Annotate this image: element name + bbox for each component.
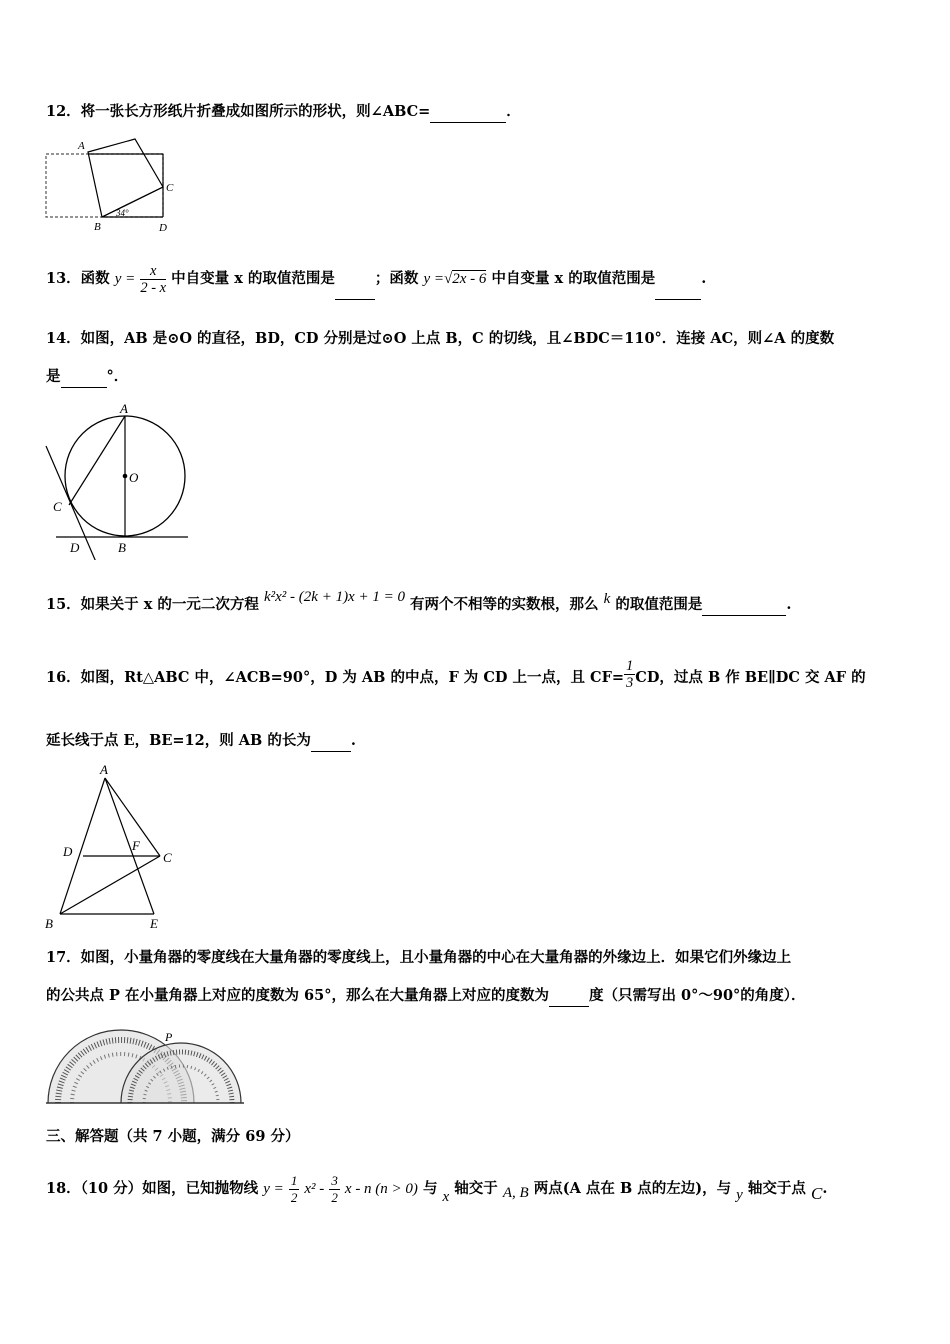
q16-label-a: A: [100, 762, 108, 777]
q16-line2: [46, 731, 356, 752]
q15-blank: [702, 595, 786, 616]
q17-label-p: P: [165, 1030, 173, 1044]
q18-mid4: 轴交于点: [747, 1180, 806, 1197]
q18-ab: A, B: [502, 1185, 529, 1201]
q14-line1: 14．如图，AB 是⊙O 的直径，BD，CD 分别是过⊙O 上点 B，C 的切线，且∠BDC＝110°．连接 AC，则∠A 的度数: [46, 330, 835, 347]
q12-end: ．: [506, 103, 521, 120]
q18-fraction2: [329, 1173, 340, 1206]
q16-rest: CD，过点 B 作 BE∥DC 交 AF 的: [635, 669, 866, 686]
q13-f2-y: y =: [423, 271, 445, 287]
q15-text: [46, 589, 792, 616]
q13-end: .: [701, 270, 707, 287]
section-heading: 三、解答题（共 7 小题，满分 69 分）: [46, 1128, 300, 1145]
q12-stem: 12．将一张长方形纸片折叠成如图所示的形状，则∠ABC=: [46, 103, 431, 120]
q17-blank: [549, 986, 589, 1007]
q16-line2-a: 延长线于点 E，BE=12，则 AB 的长为: [46, 732, 311, 749]
q18-end: .: [822, 1180, 828, 1197]
q18-term2: x - n (n > 0): [344, 1181, 418, 1197]
q16-fraction: [624, 658, 635, 691]
q18-c: C: [810, 1184, 823, 1203]
q16-segment-bc: [60, 856, 160, 914]
q12-label-b: B: [94, 221, 101, 233]
q18-prefix: 18．（10 分）如图，已知抛物线: [46, 1180, 259, 1197]
q18-mid3: 两点(A 点在 B 点的左边)，与: [533, 1180, 732, 1197]
q18-n1: 1: [290, 1172, 298, 1188]
q13-fraction: [140, 263, 166, 296]
q16-figure: [40, 760, 185, 932]
q13-mid2: ；函数: [374, 270, 419, 287]
q13-sqrt-icon: √: [444, 271, 453, 287]
q16-label-e: E: [150, 916, 158, 931]
q12-text: [46, 102, 521, 123]
q13-mid3: 中自变量 x 的取值范围是: [491, 270, 656, 287]
q17-line2-a: 的公共点 P 在小量角器上对应的度数为 65°，那么在大量角器上对应的度数为: [46, 987, 549, 1004]
q13-blank1: [335, 259, 375, 300]
q14-line2-a: 是: [46, 368, 61, 385]
q12-label-a: A: [78, 140, 85, 152]
q12-blank: [430, 102, 506, 123]
q15-prefix: 15．如果关于 x 的一元二次方程: [46, 596, 259, 613]
q16-blank: [311, 731, 351, 752]
q14-blank: [61, 367, 107, 388]
q12-label-c: C: [166, 182, 174, 194]
q16-label-d: D: [63, 844, 73, 859]
q18-term1: x² -: [304, 1181, 325, 1197]
q14-chord-ac: [69, 416, 125, 505]
q14-label-o: O: [129, 470, 139, 485]
q18-fraction1: [289, 1173, 300, 1206]
q14-line2-b: °．: [106, 368, 129, 385]
q18-mid2: 轴交于: [454, 1180, 498, 1197]
q18-x: x: [442, 1189, 450, 1205]
q14-label-d: D: [70, 540, 80, 555]
q15-k: k: [603, 591, 611, 607]
q16-label-b: B: [45, 916, 53, 931]
q14-center-point: [123, 474, 128, 479]
q14-label-c: C: [53, 499, 62, 514]
q18-eq-y: y =: [263, 1181, 284, 1197]
q15-equation: k²x² - (2k + 1)x + 1 = 0: [263, 589, 405, 605]
q17-line2-b: 度（只需写出 0°～90°的角度）．: [588, 987, 806, 1004]
q16-prefix: 16．如图，Rt△ABC 中，∠ACB=90°，D 为 AB 的中点，F 为 CD 上一点，且 CF=: [46, 669, 625, 686]
q12-dashed-rect: [46, 154, 163, 217]
q15-mid: 有两个不相等的实数根，那么: [410, 596, 599, 613]
q16-line2-b: .: [350, 732, 356, 749]
q15-mid2: 的取值范围是: [615, 596, 703, 613]
q13-blank2: [655, 259, 701, 300]
q13-f2-radicand: 2x - 6: [452, 271, 487, 287]
q14-figure: [40, 400, 195, 560]
q16-label-c: C: [163, 850, 172, 865]
q18-y: y: [736, 1187, 743, 1203]
q12-label-angle: 34°: [116, 208, 129, 218]
q13-f1-y: y =: [114, 271, 136, 287]
q18-n2: 3: [331, 1172, 338, 1188]
q17-protractor-figure: [44, 1024, 248, 1108]
q14-label-b: B: [118, 540, 126, 555]
q16-label-f: F: [132, 838, 140, 853]
q15-end: .: [786, 596, 792, 613]
q16-num: 1: [626, 657, 634, 674]
q18-d2: 2: [331, 1189, 338, 1205]
q17-line1: 17．如图，小量角器的零度线在大量角器的零度线上，且小量角器的中心在大量角器的外缘边上．如果它们外缘边上: [46, 949, 792, 966]
q13-f1-num: x: [140, 263, 166, 280]
q14-line2: [46, 367, 128, 388]
q18-d1: 2: [290, 1189, 298, 1205]
q18-mid1: 与: [422, 1180, 438, 1197]
q16-line1: [46, 646, 866, 692]
q16-den: 3: [626, 674, 634, 691]
q13-prefix: 13．函数: [46, 270, 110, 287]
q18-text: [46, 1168, 827, 1212]
q16-segment-ae: [105, 778, 154, 914]
q13-text: [46, 259, 706, 299]
q13-mid1: 中自变量 x 的取值范围是: [171, 270, 335, 287]
q12-label-d: D: [159, 222, 167, 234]
q12-fold-line: [102, 187, 163, 217]
q17-line2: [46, 986, 806, 1007]
q12-figure: [40, 135, 190, 235]
q13-f1-den: 2 - x: [140, 279, 167, 296]
q14-label-a: A: [120, 401, 128, 416]
